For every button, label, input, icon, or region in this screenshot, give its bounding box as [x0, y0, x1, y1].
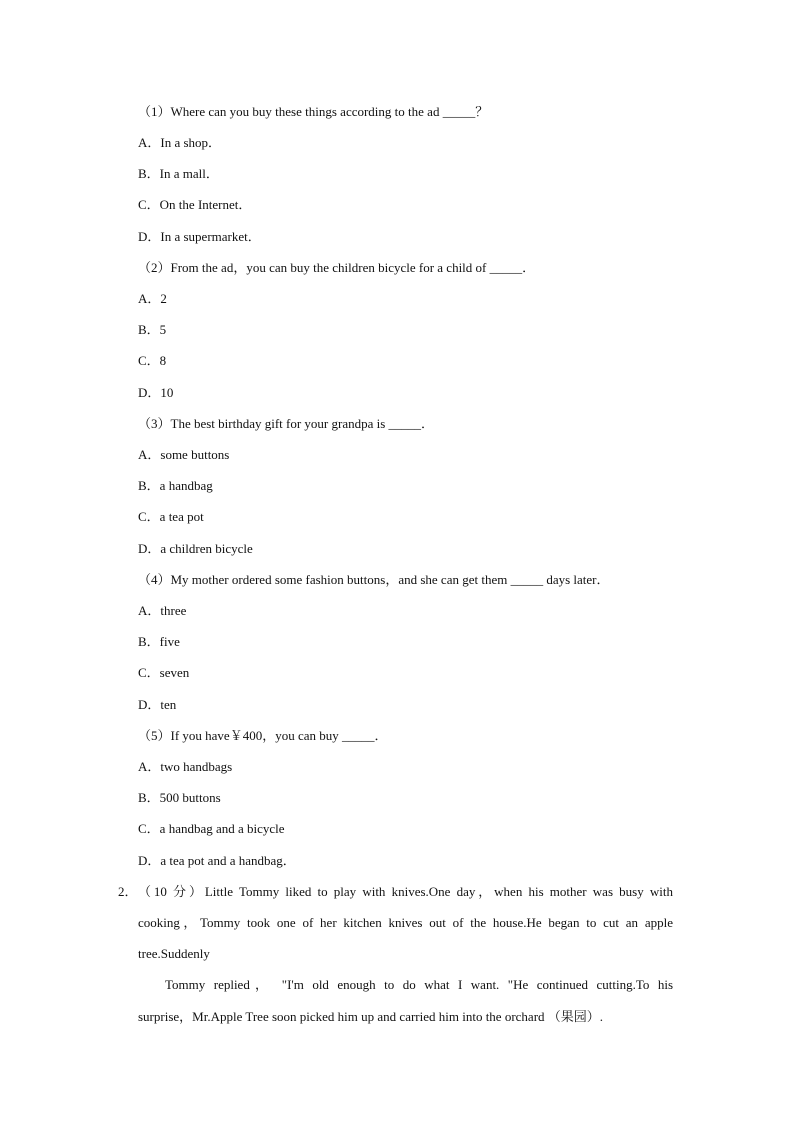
question-2-option-c: C．8 [138, 353, 167, 368]
question-2-option-b: B．5 [138, 322, 167, 337]
question-3-option-d: D．a children bicycle [138, 541, 253, 556]
question-2-stem: （2）From the ad，you can buy the children bicycle for a child of _____． [138, 260, 536, 275]
question-1-option-b: B．In a mall． [138, 166, 219, 181]
question-5-option-a: A．two handbags [138, 759, 233, 774]
question-1-option-a: A．In a shop． [138, 135, 222, 150]
question-3-option-a: A．some buttons [138, 447, 230, 462]
question-4-option-b: B．five [138, 634, 180, 649]
passage-line-4: Tommy replied， "I'm old enough to do what I want. "He continued cutting.To his [165, 977, 673, 992]
passage-line-3: tree.Suddenly [138, 946, 210, 961]
passage-number: 2． [118, 884, 138, 899]
question-5-option-b: B．500 buttons [138, 790, 221, 805]
question-3-stem: （3）The best birthday gift for your grandpa is _____． [138, 416, 435, 431]
question-5-option-d: D．a tea pot and a handbag． [138, 853, 296, 868]
question-4-option-c: C．seven [138, 665, 190, 680]
question-2-option-d: D．10 [138, 385, 174, 400]
question-1-option-c: C．On the Internet． [138, 197, 252, 212]
passage-line-2: cooking，Tommy took one of her kitchen knives out of the house.He began to cut an apple [138, 915, 673, 930]
passage-line-5: surprise，Mr.Apple Tree soon picked him up and carried him into the orchard （果园）. [138, 1009, 604, 1024]
question-1-option-d: D．In a supermarket． [138, 229, 261, 244]
question-4-option-d: D．ten [138, 697, 177, 712]
question-3-option-b: B．a handbag [138, 478, 213, 493]
question-2-option-a: A．2 [138, 291, 167, 306]
question-5-stem: （5）If you have￥400，you can buy _____． [138, 728, 388, 743]
question-3-option-c: C．a tea pot [138, 509, 204, 524]
question-4-stem: （4）My mother ordered some fashion buttons，and she can get them _____ days later． [138, 572, 610, 587]
question-5-option-c: C．a handbag and a bicycle [138, 821, 285, 836]
question-4-option-a: A．three [138, 603, 187, 618]
question-1-stem: （1）Where can you buy these things according to the ad _____？ [138, 104, 489, 119]
passage-line-1: （10 分）Little Tommy liked to play with knives.One day，when his mother was busy with [138, 884, 673, 899]
